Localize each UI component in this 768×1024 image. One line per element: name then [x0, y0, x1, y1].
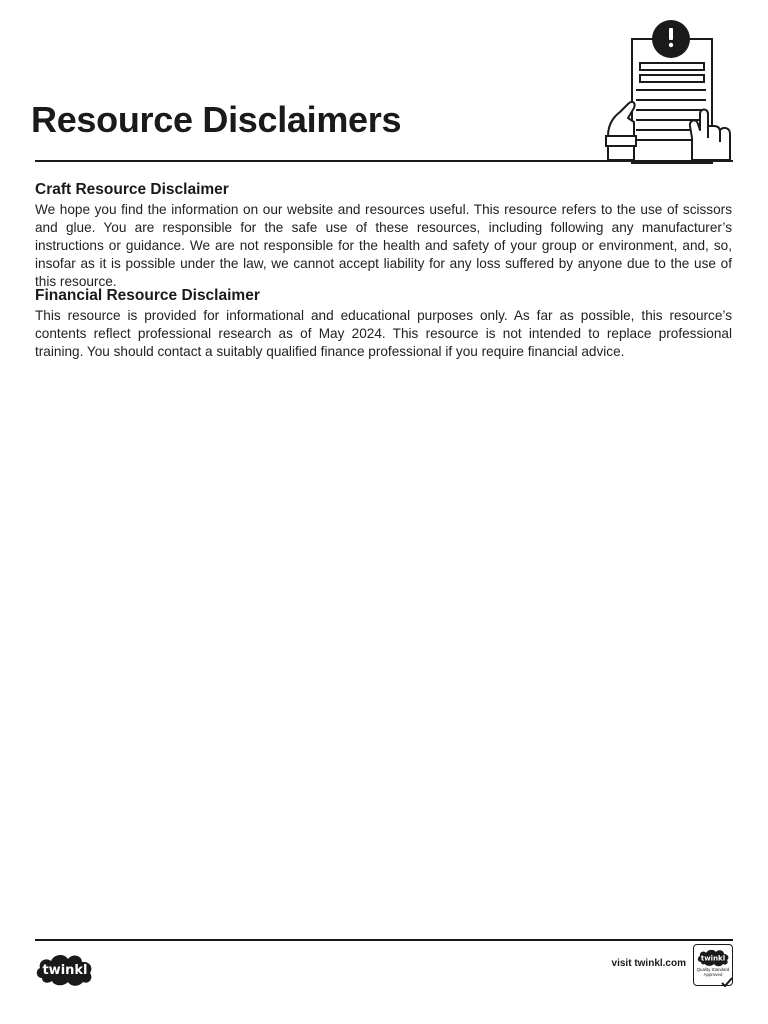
- quality-standard-badge: [693, 944, 733, 986]
- checkmark-icon: [720, 975, 734, 989]
- clipboard-warning-icon: [598, 18, 738, 164]
- section-body: We hope you find the information on our website and resources useful. This resource refers to the use of scissors and glue. You are responsible for the safe use of these resources, including following any manufacturer’s instructions or guidance. We are not responsible for the health and safety of your group or environment, and, so, insofar as it is possible under the law, we cannot accept liability for any loss suffered by anyone due to the use of this resource.: [35, 202, 732, 289]
- footer-divider: [35, 939, 733, 941]
- financial-disclaimer-section: [35, 286, 732, 361]
- badge-logo: [696, 947, 730, 967]
- section-heading: Financial Resource Disclaimer: [35, 287, 260, 304]
- craft-disclaimer-section: [35, 180, 732, 291]
- svg-text:twinkl: twinkl: [700, 954, 726, 963]
- visit-twinkl-link[interactable]: visit twinkl.com: [611, 958, 686, 969]
- page-title: Resource Disclaimers: [31, 99, 402, 140]
- header-divider: [35, 160, 733, 162]
- section-body: This resource is provided for informational and educational purposes only. As far as possible, this resource’s contents reflect professional research as of May 2024. This resource is not intended to replace professional training. You should contact a suitably qualified finance professional if you require financial advice.: [35, 308, 732, 359]
- logo-wordmark: twinkl: [42, 963, 88, 978]
- badge-caption: Quality Standard Approved: [696, 967, 730, 977]
- twinkl-logo[interactable]: [34, 948, 96, 988]
- section-heading: Craft Resource Disclaimer: [35, 181, 229, 198]
